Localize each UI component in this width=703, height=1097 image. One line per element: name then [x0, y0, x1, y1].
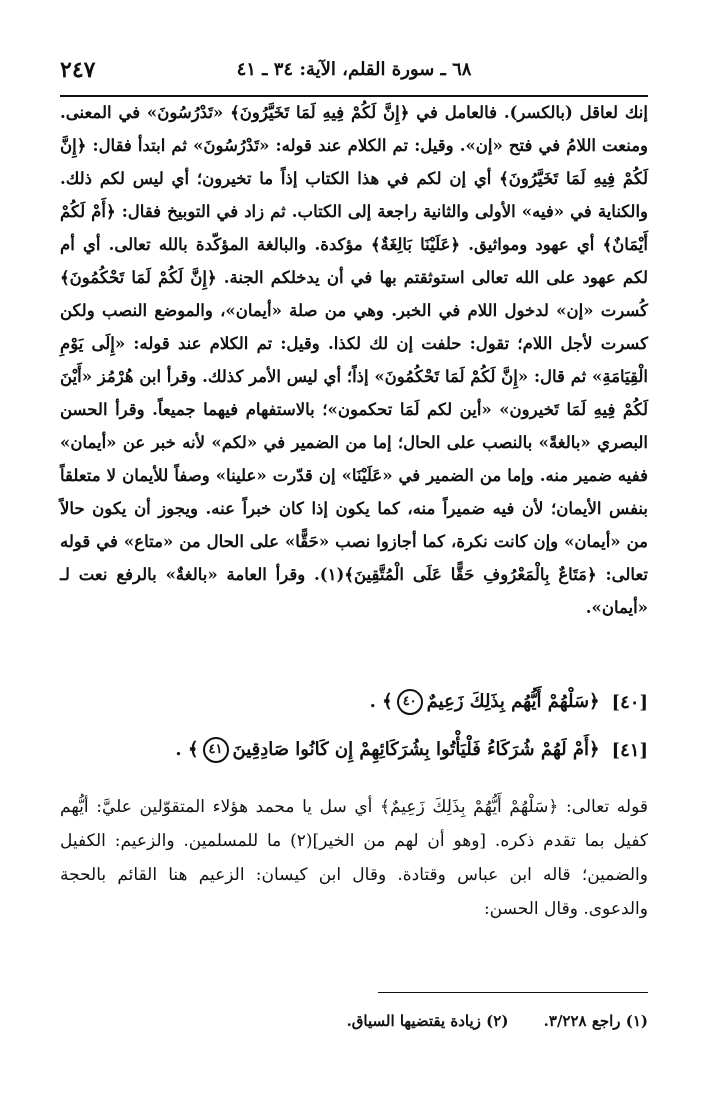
verse-text [370, 689, 600, 715]
ayah-marker-icon: ٤٠ [397, 689, 423, 715]
verses-block [60, 680, 648, 776]
page-header [60, 55, 648, 97]
verse-body: ﴿أَمْ لَهُمْ شُرَكَاءُ فَلْيَأْتُوا بِشُرَكَائِهِمْ إِن كَانُوا صَادِقِينَ [232, 739, 600, 760]
commentary-paragraph: قوله تعالى: ﴿سَلْهُمْ أَيُّهُمْ بِذَلِكَ زَعِيمٌ﴾ أي سل يا محمد هؤلاء المتقوّلين عليَّ: أيُّهم كفيل بما تقدم ذكره. [وهو أن لهم من الخير](٢) ما للمسلمين. والزعيم: الكفيل والضمين؛ قاله ابن عباس وقتادة. وقال ابن كيسان: الزعيم هنا القائم بالحجة والدعوى. وقال الحسن: [60, 797, 649, 919]
verse-40 [60, 680, 648, 724]
verse-closing: ﴾ . [175, 739, 199, 760]
page-number: ٢٤٧ [60, 57, 96, 83]
verse-41 [60, 728, 648, 772]
verse-text [175, 737, 599, 763]
tafsir-paragraph: إنك لعاقل (بالكسر). فالعامل في ﴿إِنَّ لَكُمْ فِيهِ لَمَا تَخَيَّرُونَ﴾ «تَدْرُسُونَ» في المعنى. ومنعت اللامُ في فتح «إن». وقيل: تم الكلام عند قوله: «تَدْرُسُونَ» ثم ابتدأ فقال: ﴿إِنَّ لَكُمْ فِيهِ لَمَا تَخَيَّرُونَ﴾ أي إن لكم في هذا الكتاب إذاً ما تخيرون؛ أي ليس لكم ذلك. والكناية في «فيه» الأولى والثانية راجعة إلى الكتاب. ثم زاد في التوبيخ فقال: ﴿أَمْ لَكُمْ أَيْمَانٌ﴾ أي عهود ومواثيق. ﴿عَلَيْنَا بَالِغَةٌ﴾ مؤكدة. والبالغة المؤكّدة بالله تعالى. أي أم لكم عهود على الله تعالى استوثقتم بها في أن يدخلكم الجنة. ﴿إِنَّ لَكُمْ لَمَا تَحْكُمُونَ﴾ كُسرت «إن» لدخول اللام في الخبر. وهي من صلة «أيمان»، والموضع النصب ولكن كسرت لأجل اللام؛ تقول: حلفت إن لك لكذا. وقيل: تم الكلام عند قوله: «إِلَى يَوْمِ الْقِيَامَةِ» ثم قال: «إِنَّ لَكُمْ لَمَا تَحْكُمُونَ» إذاً؛ أي ليس الأمر كذلك. وقرأ ابن هُرْمُز «أَيْنَ لَكُمْ فِيهِ لَمَا تَخيرون» «أين لكم لَمَا تحكمون»؛ بالاستفهام فيهما جميعاً. وقرأ الحسن البصري «بالغةً» بالنصب على الحال؛ إما من الضمير في «لكم» لأنه خبر عن «أيمان» ففيه ضمير منه. وإما من الضمير في «عَلَيْنَا» إن قدّرت «علينا» وصفاً للأيمان لا متعلقاً بنفس الأيمان؛ لأن فيه ضميراً منه، كما يكون إذا كان خبراً عنه. ويجوز أن يكون حالاً من «أيمان» وإن كانت نكرة، كما أجازوا نصب «حَقًّا» على الحال من «متاع» في قوله تعالى: ﴿مَتَاعٌ بِالْمَعْرُوفِ حَقًّا عَلَى الْمُتَّقِينَ﴾(١). وقرأ العامة «بالغةٌ» بالرفع نعت لـ «أيمان». [60, 103, 648, 617]
footnotes [60, 1012, 648, 1030]
commentary-text [60, 790, 648, 926]
tafsir-text [60, 96, 648, 624]
footnote-divider [378, 992, 648, 993]
running-title: ٦٨ ـ سورة القلم، الآية: ٣٤ ـ ٤١ [236, 59, 472, 80]
footnote-1: (١) راجع ٣/٢٢٨. [543, 1012, 648, 1030]
verse-number: [٤٠] [611, 691, 648, 713]
verse-body: ﴿سَلْهُمْ أَيُّهُم بِذَلِكَ زَعِيمٌ [426, 691, 600, 712]
verse-number: [٤١] [611, 739, 648, 761]
footnote-2: (٢) زيادة يقتضيها السياق. [346, 1012, 509, 1030]
ayah-marker-icon: ٤١ [203, 737, 229, 763]
verse-closing: ﴾ . [369, 691, 393, 712]
